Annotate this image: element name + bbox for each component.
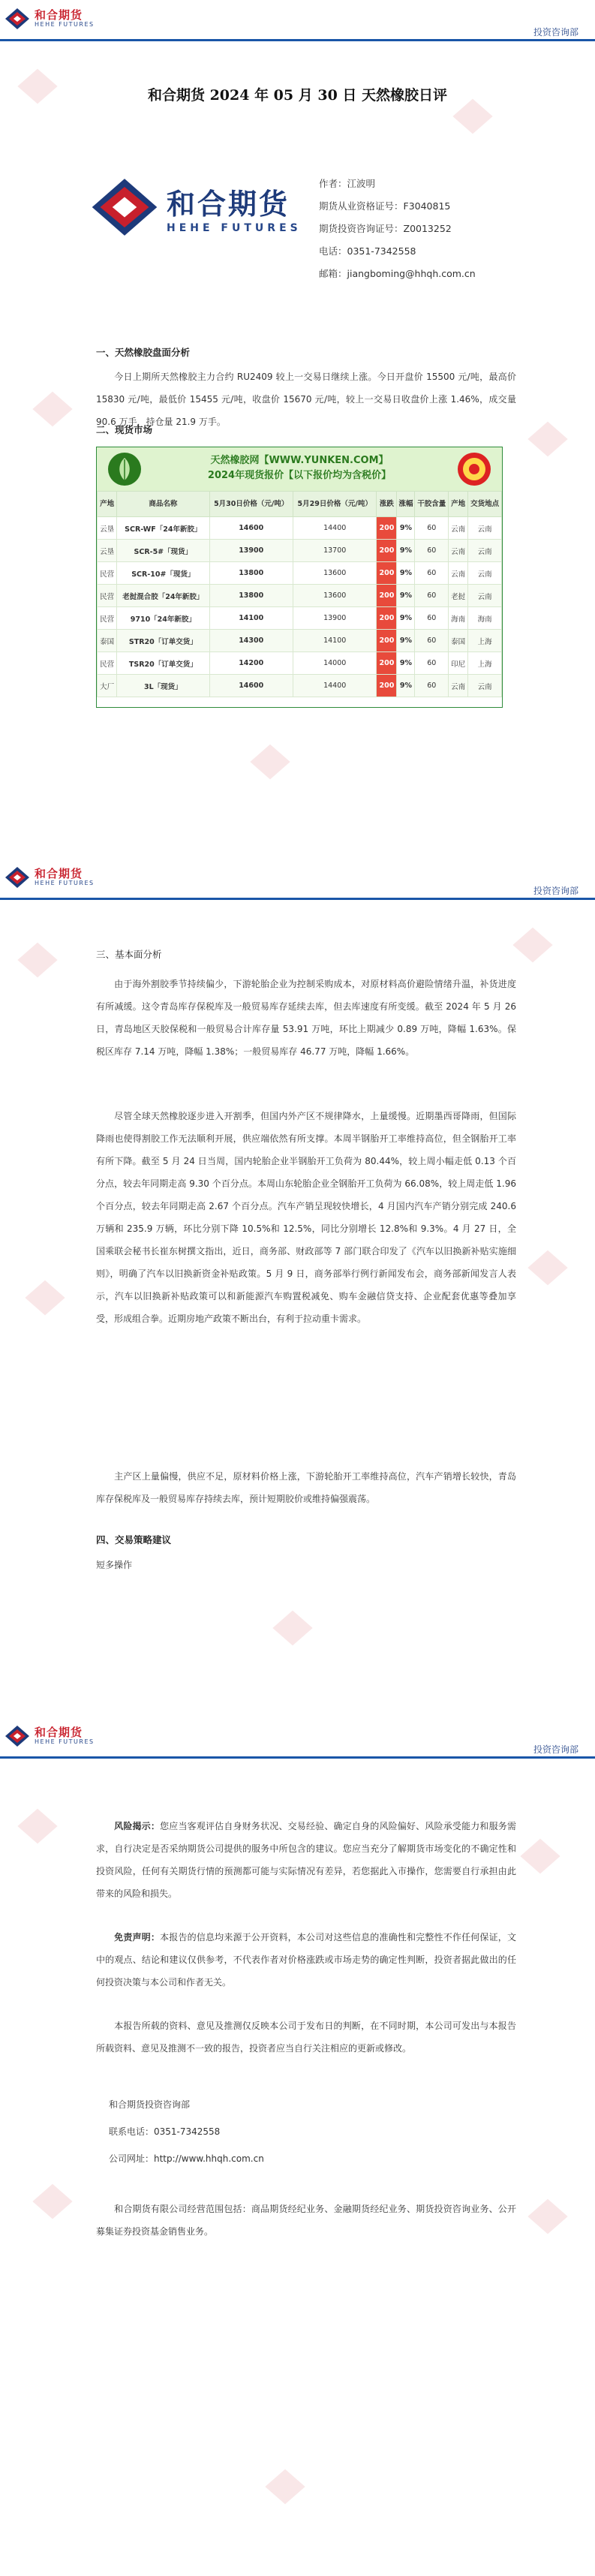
table-banner-line-2: 2024年现货报价【以下报价均为含税价】 bbox=[207, 470, 392, 481]
price-table-body bbox=[98, 517, 502, 697]
table-cell: STR20「订单交货」 bbox=[117, 630, 209, 652]
report-title: 和合期货 2024 年 05 月 30 日 天然橡胶日评 bbox=[147, 87, 448, 104]
contact-block bbox=[109, 2091, 264, 2172]
section-3-p3: 主产区上量偏慢，供应不足，原材料价格上涨，下游轮胎开工率维持高位，汽车产销增长较快，青岛库存保税库及一般贸易库存持续去库，预计短期胶价或维持偏强震荡。 bbox=[96, 1471, 516, 1504]
table-cell: 海南 bbox=[468, 607, 502, 630]
table-cell: 60 bbox=[415, 675, 449, 697]
table-cell: 民营 bbox=[98, 607, 117, 630]
table-cell: 14600 bbox=[209, 517, 293, 540]
col-header: 涨跌 bbox=[377, 492, 397, 517]
table-cell: 14200 bbox=[209, 652, 293, 675]
table-row bbox=[98, 562, 502, 585]
watermark-icon bbox=[525, 420, 570, 458]
author-cert-1: 期货从业资格证号：F3040815 bbox=[319, 200, 451, 212]
table-cell: 老挝 bbox=[449, 585, 468, 607]
table-cell: 14100 bbox=[293, 630, 376, 652]
table-row bbox=[98, 607, 502, 630]
watermark-icon bbox=[270, 1609, 315, 1647]
contact-site[interactable]: 公司网址：http://www.hhqh.com.cn bbox=[109, 2153, 264, 2164]
table-row bbox=[98, 630, 502, 652]
col-header: 5月30日价格（元/吨） bbox=[209, 492, 293, 517]
table-cell: 13800 bbox=[209, 562, 293, 585]
section-1-heading: 一、天然橡胶盘面分析 bbox=[96, 347, 191, 358]
update-notice bbox=[96, 2015, 516, 2060]
hehe-logo-icon bbox=[5, 1725, 30, 1747]
table-cell: 印尼 bbox=[449, 652, 468, 675]
table-cell: 14100 bbox=[209, 607, 293, 630]
col-header: 产地 bbox=[98, 492, 117, 517]
table-cell: 海南 bbox=[449, 607, 468, 630]
table-cell: 60 bbox=[415, 540, 449, 562]
spot-price-table bbox=[96, 447, 503, 708]
table-cell: 云南 bbox=[449, 540, 468, 562]
report-logo-cn: 和合期货 bbox=[167, 187, 290, 221]
watermark-icon bbox=[15, 941, 60, 979]
table-cell: 云垦 bbox=[98, 540, 117, 562]
page-2 bbox=[0, 859, 595, 1717]
header-department: 投资咨询部 bbox=[533, 27, 578, 38]
table-row bbox=[98, 675, 502, 697]
header-logo-en: HEHE FUTURES bbox=[35, 20, 95, 28]
watermark-icon bbox=[525, 2198, 570, 2235]
section-3-paragraph-3 bbox=[96, 1465, 516, 1510]
table-cell: 民营 bbox=[98, 562, 117, 585]
author-cert-2: 期货投资咨询证号：Z0013252 bbox=[319, 223, 452, 234]
business-scope bbox=[96, 2198, 516, 2243]
table-cell: 60 bbox=[415, 630, 449, 652]
table-cell: 云南 bbox=[449, 675, 468, 697]
table-banner-line-1: 天然橡胶网【WWW.YUNKEN.COM】 bbox=[210, 455, 389, 466]
price-table-header-row bbox=[98, 492, 502, 517]
table-cell: 泰国 bbox=[449, 630, 468, 652]
header-rule bbox=[0, 1756, 595, 1759]
table-cell: 200 bbox=[377, 562, 397, 585]
table-row bbox=[98, 585, 502, 607]
table-cell: 60 bbox=[415, 585, 449, 607]
table-cell: 大厂 bbox=[98, 675, 117, 697]
table-cell: 60 bbox=[415, 517, 449, 540]
table-cell: 200 bbox=[377, 540, 397, 562]
header-department: 投资咨询部 bbox=[533, 1744, 578, 1755]
table-banner bbox=[97, 447, 502, 491]
author-name: 作者：江波明 bbox=[319, 178, 376, 189]
table-cell: 14400 bbox=[293, 517, 376, 540]
section-1-text bbox=[96, 366, 516, 433]
hehe-logo-icon bbox=[5, 866, 30, 889]
header-logo-en: HEHE FUTURES bbox=[35, 1738, 95, 1745]
risk-disclosure bbox=[96, 1815, 516, 1905]
table-cell: 9% bbox=[397, 675, 415, 697]
table-cell: 民营 bbox=[98, 652, 117, 675]
section-4-text bbox=[96, 1554, 516, 1576]
report-logo bbox=[90, 176, 302, 238]
section-4-body: 短多操作 bbox=[96, 1560, 133, 1570]
table-cell: 13600 bbox=[293, 585, 376, 607]
table-cell: 200 bbox=[377, 630, 397, 652]
table-cell: 60 bbox=[415, 562, 449, 585]
table-cell: 9% bbox=[397, 517, 415, 540]
table-cell: 9% bbox=[397, 630, 415, 652]
table-cell: 云南 bbox=[468, 585, 502, 607]
table-cell: 老挝混合胶「24年新胶」 bbox=[117, 585, 209, 607]
table-cell: 民营 bbox=[98, 585, 117, 607]
page-3 bbox=[0, 1717, 595, 2576]
header-logo bbox=[5, 866, 95, 889]
table-cell: 13700 bbox=[293, 540, 376, 562]
table-cell: 200 bbox=[377, 585, 397, 607]
disclaimer-block bbox=[96, 1926, 516, 1994]
header-logo-cn: 和合期货 bbox=[35, 867, 83, 881]
page-header bbox=[0, 0, 595, 44]
col-header: 商品名称 bbox=[117, 492, 209, 517]
watermark-icon bbox=[30, 390, 75, 428]
table-cell: 9% bbox=[397, 540, 415, 562]
table-cell: SCR-5#「现货」 bbox=[117, 540, 209, 562]
table-cell: 200 bbox=[377, 675, 397, 697]
table-cell: SCR-WF「24年新胶」 bbox=[117, 517, 209, 540]
update-notice-text: 本报告所载的资料、意见及推测仅反映本公司于发布日的判断，在不同时期，本公司可发出与本报告所载资料、意见及推测不一致的报告，投资者应当自行关注相应的更新或修改。 bbox=[96, 2021, 516, 2054]
section-3-paragraph-1 bbox=[96, 973, 516, 1063]
table-cell: 云南 bbox=[449, 517, 468, 540]
col-header: 干胶含量 bbox=[415, 492, 449, 517]
header-logo-en: HEHE FUTURES bbox=[35, 879, 95, 886]
table-cell: 13600 bbox=[293, 562, 376, 585]
risk-label: 风险揭示： bbox=[114, 1821, 161, 1831]
table-cell: 3L「现货」 bbox=[117, 675, 209, 697]
table-row bbox=[98, 540, 502, 562]
author-phone: 电话：0351-7342558 bbox=[319, 245, 416, 257]
chinese-rubber-emblem-icon bbox=[457, 452, 491, 486]
watermark-icon bbox=[510, 926, 555, 964]
table-cell: 云南 bbox=[468, 675, 502, 697]
table-cell: 13900 bbox=[209, 540, 293, 562]
watermark-icon bbox=[525, 1249, 570, 1286]
table-cell: TSR20「订单交货」 bbox=[117, 652, 209, 675]
page-header bbox=[0, 1717, 595, 1761]
table-cell: 上海 bbox=[468, 630, 502, 652]
table-cell: 14300 bbox=[209, 630, 293, 652]
section-3-paragraph-2 bbox=[96, 1105, 516, 1330]
section-3-p1: 由于海外割胶季节持续偏少，下游轮胎企业为控制采购成本，对原材料高价避险情绪升温，补货进度有所减缓。这令青岛库存保税库及一般贸易库存延续去库，但去库速度有所变缓。截至 2024 年 5 月 26 日，青岛地区天胶保税和一般贸易合计库存量 53.91 万吨，环比上期减少 0.89 万吨，降幅 1.63%。保税区库存 7.14 万吨，降幅 1.38%；一般贸易库存 46.77 万吨，降幅 1.66%。 bbox=[96, 979, 516, 1057]
section-3-heading: 三、基本面分析 bbox=[96, 949, 162, 960]
table-cell: 9% bbox=[397, 652, 415, 675]
table-cell: SCR-10#「现货」 bbox=[117, 562, 209, 585]
author-email[interactable]: 邮箱：jiangboming@hhqh.com.cn bbox=[319, 268, 476, 279]
author-block bbox=[319, 173, 476, 285]
table-cell: 60 bbox=[415, 652, 449, 675]
report-logo-en: HEHE FUTURES bbox=[167, 221, 302, 234]
table-cell: 14000 bbox=[293, 652, 376, 675]
table-cell: 上海 bbox=[468, 652, 502, 675]
table-cell: 14400 bbox=[293, 675, 376, 697]
col-header: 涨幅 bbox=[397, 492, 415, 517]
table-cell: 14600 bbox=[209, 675, 293, 697]
business-scope-text: 和合期货有限公司经营范围包括：商品期货经纪业务、金融期货经纪业务、期货投资咨询业务、公开募集证券投资基金销售业务。 bbox=[96, 2204, 516, 2237]
table-cell: 9710「24年新胶」 bbox=[117, 607, 209, 630]
section-4-heading: 四、交易策略建议 bbox=[96, 1534, 172, 1545]
table-cell: 9% bbox=[397, 607, 415, 630]
header-logo bbox=[5, 8, 95, 30]
hehe-logo-icon bbox=[5, 8, 30, 30]
header-logo-cn: 和合期货 bbox=[35, 8, 83, 23]
table-cell: 9% bbox=[397, 562, 415, 585]
watermark-icon bbox=[30, 2183, 75, 2220]
section-3-p2: 尽管全球天然橡胶逐步进入开割季，但国内外产区不规律降水，上量缓慢。近期墨西哥降雨，但国际降雨也使得割胶工作无法顺利开展，供应端依然有所支撑。本周半钢胎开工率维持高位，但全钢胎开工率有所下降。截至 5 月 24 日当周，国内轮胎企业半钢胎开工负荷为 80.44%，较上周小幅走低 0.13 个百分点，较去年同期走高 9.30 个百分点。本周山东轮胎企业全钢胎开工负荷为 66.08%，较上周走低 1.96 个百分点，较去年同期走高 2.67 个百分点。汽车产销呈现较快增长，4 月国内汽车产销分别完成 240.6 万辆和 235.9 万辆，环比分别下降 10.5%和 12.5%，同比分别增长 12.8%和 9.3%。4 月 27 日，全国乘联会秘书长崔东树撰文指出，近日，商务部、财政部等 7 部门联合印发了《汽车以旧换新补贴实施细则》，明确了汽车以旧换新资金补贴政策。5 月 9 日，商务部举行例行新闻发布会，商务部新闻发言人表示，汽车以旧换新补贴政策可以和新能源汽车购置税减免、购车金融信贷支持、企业配套优惠等叠加享受，形成组合拳。近期房地产政策不断出台，有利于拉动重卡需求。 bbox=[96, 1111, 516, 1324]
table-row bbox=[98, 652, 502, 675]
watermark-icon bbox=[518, 1837, 563, 1875]
table-cell: 云南 bbox=[449, 562, 468, 585]
section-1-body: 今日上期所天然橡胶主力合约 RU2409 较上一交易日继续上涨。今日开盘价 15500 元/吨，最高价 15830 元/吨，最低价 15455 元/吨，收盘价 15670 元/吨，较上一交易日收盘价上涨 1.46%，成交量 90.6 万手，持仓量 21.9 万手。 bbox=[96, 372, 516, 427]
table-cell: 云南 bbox=[468, 517, 502, 540]
table-cell: 200 bbox=[377, 607, 397, 630]
header-logo bbox=[5, 1725, 95, 1747]
hehe-logo-large-icon bbox=[90, 176, 159, 238]
table-cell: 200 bbox=[377, 517, 397, 540]
table-cell: 云垦 bbox=[98, 517, 117, 540]
watermark-icon bbox=[248, 743, 293, 781]
watermark-icon bbox=[263, 2468, 308, 2505]
header-department: 投资咨询部 bbox=[533, 886, 578, 896]
watermark-icon bbox=[15, 1807, 60, 1845]
col-header: 交货地点 bbox=[468, 492, 502, 517]
watermark-icon bbox=[23, 1279, 68, 1317]
table-cell: 泰国 bbox=[98, 630, 117, 652]
disclaimer-label: 免责声明： bbox=[114, 1932, 161, 1943]
table-cell: 9% bbox=[397, 585, 415, 607]
contact-company: 和合期货投资咨询部 bbox=[109, 2099, 191, 2110]
col-header: 产地 bbox=[449, 492, 468, 517]
table-cell: 13800 bbox=[209, 585, 293, 607]
table-cell: 云南 bbox=[468, 562, 502, 585]
table-row bbox=[98, 517, 502, 540]
page-header bbox=[0, 859, 595, 902]
risk-text: 您应当客观评估自身财务状况、交易经验、确定自身的风险偏好、风险承受能力和服务需求，自行决定是否采纳期货公司提供的服务中所包含的建议。您应当充分了解期货市场变化的不确定性和投资风险，任何有关期货行情的预测都可能与实际情况有差异，若您据此入市操作，您需要自行承担由此带来的风险和损失。 bbox=[96, 1821, 516, 1899]
disclaimer-text: 本报告的信息均来源于公开资料，本公司对这些信息的准确性和完整性不作任何保证，文中的观点、结论和建议仅供参考，不代表作者对价格涨跌或市场走势的确定性判断，投资者据此做出的任何投资决策与本公司和作者无关。 bbox=[96, 1932, 516, 1988]
price-table bbox=[97, 491, 502, 697]
col-header: 5月29日价格（元/吨） bbox=[293, 492, 376, 517]
header-rule bbox=[0, 39, 595, 41]
contact-tel: 联系电话：0351-7342558 bbox=[109, 2126, 221, 2137]
table-cell: 13900 bbox=[293, 607, 376, 630]
header-logo-cn: 和合期货 bbox=[35, 1726, 83, 1740]
page-1 bbox=[0, 0, 595, 859]
table-cell: 云南 bbox=[468, 540, 502, 562]
table-cell: 60 bbox=[415, 607, 449, 630]
section-2-heading: 二、现货市场 bbox=[96, 424, 153, 435]
table-cell: 200 bbox=[377, 652, 397, 675]
header-rule bbox=[0, 898, 595, 900]
